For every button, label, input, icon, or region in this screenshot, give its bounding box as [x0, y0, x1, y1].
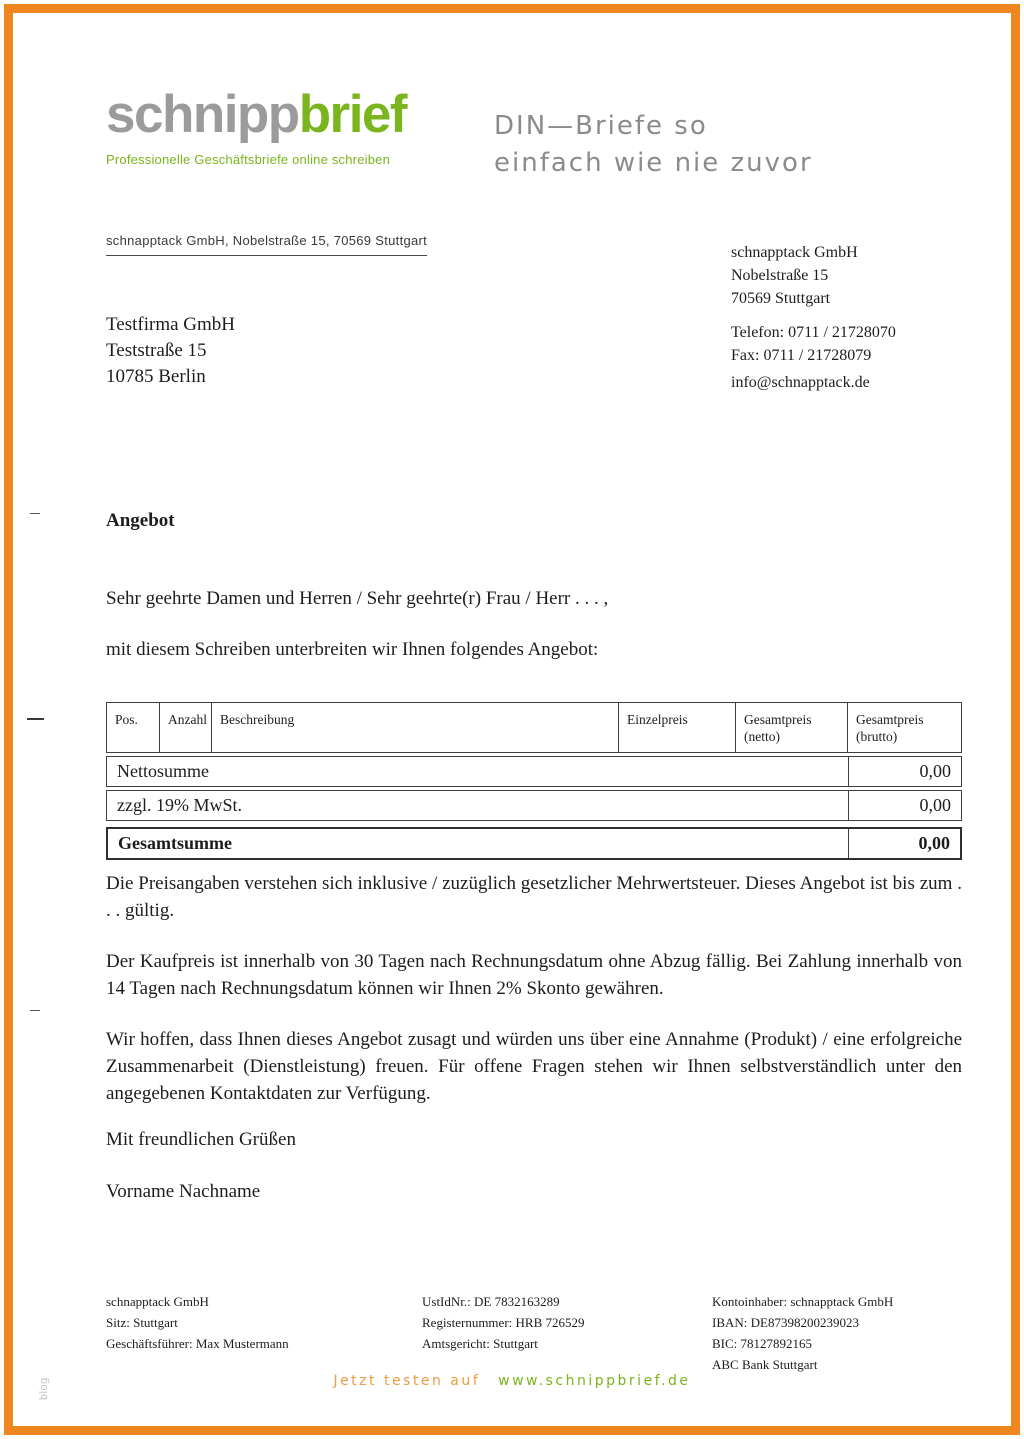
closing-greeting: Mit freundlichen Grüßen — [106, 1129, 296, 1150]
col-header-einzelpreis: Einzelpreis — [619, 703, 736, 752]
sender-contact-block — [731, 241, 896, 394]
contact-spacer — [731, 310, 896, 321]
headline-line-2: einfach wie nie zuvor — [494, 148, 813, 178]
footer-company-name: schnapptack GmbH — [106, 1294, 209, 1309]
logo-text-brief: brief — [298, 85, 407, 144]
col-header-beschreibung: Beschreibung — [212, 703, 619, 752]
fold-mark-top — [30, 513, 40, 514]
paragraph-payment-terms: Der Kaufpreis ist innerhalb von 30 Tagen nach Rechnungsdatum ohne Abzug fällig. Bei Zahlung innerhalb von 14 Tagen nach Rechnungsdatum können wir Ihnen 2% Skonto gewähren. — [106, 951, 962, 999]
paragraph-price-note: Die Preisangaben verstehen sich inklusive / zuzüglich gesetzlicher Mehrwertsteuer. Dieses Angebot ist bis zum . . . gültig. — [106, 873, 962, 921]
offer-table — [106, 702, 962, 860]
contact-name: schnapptack GmbH — [731, 244, 858, 261]
fold-mark-center — [27, 718, 44, 720]
footer-company-block — [106, 1291, 422, 1375]
col-header-gesamtpreis-netto: Gesamtpreis (netto) — [736, 703, 848, 752]
footer-registry-block — [422, 1291, 712, 1375]
sender-return-address: schnapptack GmbH, Nobelstraße 15, 70569 Stuttgart — [106, 233, 427, 256]
intro-line: mit diesem Schreiben unterbreiten wir Ihnen folgendes Angebot: — [106, 639, 599, 660]
footer-register-number: Registernummer: HRB 726529 — [422, 1315, 585, 1330]
subject-line: Angebot — [106, 510, 175, 531]
table-row-nettosumme — [106, 756, 962, 787]
promo-line — [0, 1373, 1024, 1389]
row-value: 0,00 — [848, 757, 961, 786]
footer — [106, 1291, 962, 1375]
footer-bic: BIC: 78127892165 — [712, 1336, 813, 1351]
footer-company-seat: Sitz: Stuttgart — [106, 1315, 178, 1330]
offer-table-header-row — [106, 702, 962, 753]
promo-link[interactable]: www.schnippbrief.de — [498, 1373, 691, 1389]
row-label: Gesamtsumme — [118, 833, 232, 853]
contact-street: Nobelstraße 15 — [731, 267, 829, 284]
col-header-pos: Pos. — [107, 703, 160, 752]
blog-watermark: blog — [38, 1377, 50, 1400]
contact-phone: Telefon: 0711 / 21728070 — [731, 324, 896, 341]
footer-court: Amtsgericht: Stuttgart — [422, 1336, 538, 1351]
recipient-name: Testfirma GmbH — [106, 314, 236, 335]
row-label: zzgl. 19% MwSt. — [117, 795, 242, 815]
footer-iban: IBAN: DE87398200239023 — [712, 1315, 859, 1330]
table-row-gesamtsumme — [106, 827, 962, 860]
contact-fax: Fax: 0711 / 21728079 — [731, 347, 872, 364]
headline-claim — [494, 108, 813, 182]
row-label: Nettosumme — [117, 761, 209, 781]
logo-wordmark — [106, 85, 407, 144]
footer-account-holder: Kontoinhaber: schnapptack GmbH — [712, 1294, 894, 1309]
table-row-mwst — [106, 790, 962, 821]
salutation: Sehr geehrte Damen und Herren / Sehr geehrte(r) Frau / Herr . . . , — [106, 588, 609, 609]
logo-text-schnipp: schnipp — [106, 85, 299, 144]
row-value: 0,00 — [848, 829, 960, 858]
contact-city: 70569 Stuttgart — [731, 290, 831, 307]
paragraph-closing-note: Wir hoffen, dass Ihnen dieses Angebot zusagt und würden uns über eine Annahme (Produkt) / eine erfolgreiche Zusammenarbeit (Dienstleistung) freuen. Für offene Fragen stehen wir Ihnen selbstverständlich unter den angegebenen Kontaktdaten zur Verfügung. — [106, 1029, 962, 1104]
recipient-address-block — [106, 312, 235, 390]
col-header-gesamtpreis-brutto: Gesamtpreis (brutto) — [856, 712, 924, 744]
footer-bank-block — [712, 1291, 962, 1375]
fold-mark-bottom — [30, 1010, 40, 1011]
row-value: 0,00 — [848, 791, 961, 820]
signature-name: Vorname Nachname — [106, 1181, 261, 1202]
brand-logo — [106, 85, 407, 167]
headline-line-1: DIN—Briefe so — [494, 111, 708, 141]
footer-bank-name: ABC Bank Stuttgart — [712, 1357, 818, 1372]
col-header-anzahl: Anzahl — [160, 703, 212, 752]
recipient-city: 10785 Berlin — [106, 366, 206, 387]
promo-text: Jetzt testen auf — [333, 1373, 481, 1389]
recipient-street: Teststraße 15 — [106, 340, 207, 361]
contact-email: info@schnapptack.de — [731, 374, 870, 391]
footer-vat-id: UstIdNr.: DE 7832163289 — [422, 1294, 560, 1309]
footer-company-ceo: Geschäftsführer: Max Mustermann — [106, 1336, 289, 1351]
logo-tagline: Professionelle Geschäftsbriefe online schreiben — [106, 152, 390, 167]
